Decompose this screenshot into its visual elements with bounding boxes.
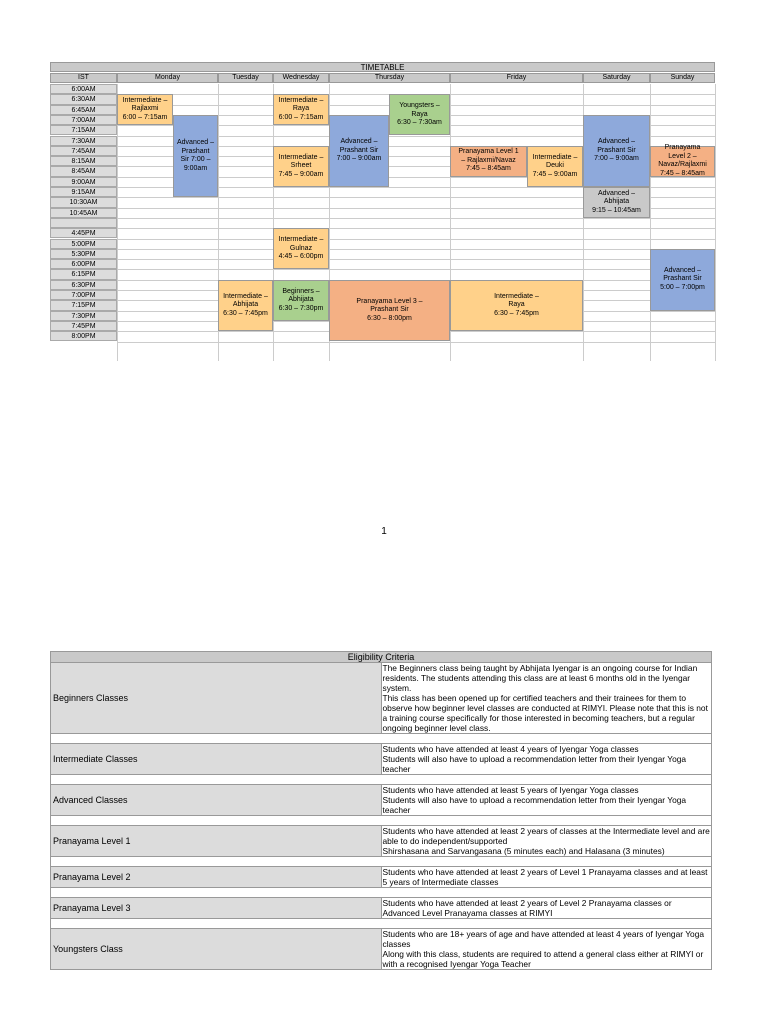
eligibility-text: Students who have attended at least 2 years of Level 1 Pranayama classes and at least 5 years of Intermediate classes xyxy=(381,867,712,888)
time-slot: 7:45PM xyxy=(50,321,117,331)
spacer-cell xyxy=(51,775,712,785)
spacer-cell xyxy=(51,734,712,744)
spacer-row xyxy=(51,919,712,929)
time-slot: 7:15AM xyxy=(50,125,117,135)
class-block-thursday: Pranayama Level 3 – Prashant Sir 6:30 – 8:00pm xyxy=(329,280,450,342)
timetable xyxy=(50,62,715,361)
spacer-row xyxy=(51,888,712,898)
class-block-monday: Advanced – Prashant Sir 7:00 – 9:00am xyxy=(173,115,218,197)
class-block-sunday: Advanced – Prashant Sir 5:00 – 7:00pm xyxy=(650,249,715,311)
page-number: 1 xyxy=(381,526,387,537)
eligibility-row xyxy=(51,826,712,857)
class-block-wednesday: Intermediate – Raya 6:00 – 7:15am xyxy=(273,94,329,125)
eligibility-row xyxy=(51,867,712,888)
time-slot: 8:15AM xyxy=(50,156,117,166)
class-block-saturday: Advanced – Abhijata 9:15 – 10:45am xyxy=(583,187,650,218)
eligibility-label: Advanced Classes xyxy=(51,785,382,816)
eligibility-label: Pranayama Level 2 xyxy=(51,867,382,888)
grid-line xyxy=(117,239,715,240)
time-slot xyxy=(50,218,117,228)
column-header-friday: Friday xyxy=(450,73,583,83)
spacer-row xyxy=(51,857,712,867)
class-block-monday: Intermediate – Rajlaxmi 6:00 – 7:15am xyxy=(117,94,173,125)
class-block-friday: Pranayama Level 1 – Rajlaxmi/Navaz 7:45 – 8:45am xyxy=(450,146,527,177)
grid-line xyxy=(117,269,715,270)
eligibility-label: Beginners Classes xyxy=(51,663,382,734)
spacer-row xyxy=(51,816,712,826)
eligibility-label: Pranayama Level 1 xyxy=(51,826,382,857)
eligibility-label: Youngsters Class xyxy=(51,929,382,970)
class-block-wednesday: Beginners – Abhijata 6:30 – 7:30pm xyxy=(273,280,329,321)
column-divider xyxy=(650,84,651,361)
class-block-sunday: Pranayama Level 2 – Navaz/Rajlaxmi 7:45 – 8:45am xyxy=(650,146,715,177)
eligibility-row xyxy=(51,785,712,816)
grid-line xyxy=(117,342,715,343)
grid-line xyxy=(117,249,715,250)
eligibility-text: Students who are 18+ years of age and have attended at least 4 years of Iyengar Yoga classes Along with this class, students are required to attend a general class either at RIMYI or with a recognised Iyengar Yoga Teacher xyxy=(381,929,712,970)
eligibility-row xyxy=(51,898,712,919)
time-slot: 7:00PM xyxy=(50,290,117,300)
time-slot: 4:45PM xyxy=(50,228,117,238)
column-header-ist: IST xyxy=(50,73,117,83)
class-block-saturday: Advanced – Prashant Sir 7:00 – 9:00am xyxy=(583,115,650,187)
eligibility-label: Intermediate Classes xyxy=(51,744,382,775)
class-block-thursday: Advanced – Prashant Sir 7:00 – 9:00am xyxy=(329,115,389,187)
eligibility-text: Students who have attended at least 5 years of Iyengar Yoga classes Students will also have to upload a recommendation letter from their Iyengar Yoga teacher xyxy=(381,785,712,816)
time-slot: 6:45AM xyxy=(50,105,117,115)
spacer-cell xyxy=(51,919,712,929)
eligibility-label: Pranayama Level 3 xyxy=(51,898,382,919)
spacer-row xyxy=(51,775,712,785)
class-block-wednesday: Intermediate – Gulnaz 4:45 – 6:00pm xyxy=(273,228,329,269)
time-slot: 6:00PM xyxy=(50,259,117,269)
grid-line xyxy=(117,218,715,219)
timetable-title: TIMETABLE xyxy=(50,62,715,72)
time-slot: 6:15PM xyxy=(50,269,117,279)
time-slot: 10:45AM xyxy=(50,208,117,218)
column-header-wednesday: Wednesday xyxy=(273,73,329,83)
column-header-tuesday: Tuesday xyxy=(218,73,273,83)
class-block-friday: Intermediate – Raya 6:30 – 7:45pm xyxy=(450,280,583,332)
class-block-wednesday: Intermediate – Srheet 7:45 – 9:00am xyxy=(273,146,329,187)
class-block-thursday: Youngsters – Raya 6:30 – 7:30am xyxy=(389,94,450,135)
eligibility-text: Students who have attended at least 2 years of classes at the Intermediate level and are able to do independent/supported Shirshasana and Sarvangasana (5 minutes each) and Halasana (3 minutes) xyxy=(382,826,710,856)
eligibility-text: The Beginners class being taught by Abhijata Iyengar is an ongoing course for Indian residents. The students attending this class are at least 6 months old in the Iyengar system. This class has been opened up for certified teachers and their trainees for them to observe how beginner level classes are conducted at RIMYI. Please note that this is not a training course specifically for those interested in becoming teachers, but a regular ongoing beginner level class. xyxy=(381,663,712,734)
grid-line xyxy=(117,259,715,260)
time-slot: 6:30PM xyxy=(50,280,117,290)
time-slot: 9:00AM xyxy=(50,177,117,187)
time-slot: 5:00PM xyxy=(50,239,117,249)
column-header-saturday: Saturday xyxy=(583,73,650,83)
time-slot: 7:15PM xyxy=(50,300,117,310)
time-slot: 8:00PM xyxy=(50,331,117,341)
column-header-thursday: Thursday xyxy=(329,73,450,83)
eligibility-text: Students who have attended at least 2 years of Level 2 Pranayama classes or Advanced Level Pranayama classes at RIMYI xyxy=(381,898,712,919)
grid-line xyxy=(117,228,715,229)
column-divider xyxy=(117,84,118,361)
time-slot: 7:00AM xyxy=(50,115,117,125)
eligibility-table xyxy=(50,651,712,970)
time-slot: 5:30PM xyxy=(50,249,117,259)
time-slot: 7:30PM xyxy=(50,311,117,321)
eligibility-title: Eligibility Criteria xyxy=(51,652,712,663)
class-block-friday: Intermediate – Deuki 7:45 – 9:00am xyxy=(527,146,583,187)
class-block-tuesday: Intermediate – Abhijata 6:30 – 7:45pm xyxy=(218,280,273,332)
eligibility-row xyxy=(51,929,712,970)
time-slot: 7:45AM xyxy=(50,146,117,156)
spacer-cell xyxy=(51,857,712,867)
spacer-cell xyxy=(51,888,712,898)
eligibility-row xyxy=(51,663,712,734)
eligibility-row xyxy=(51,744,712,775)
spacer-row xyxy=(51,734,712,744)
time-slot: 7:30AM xyxy=(50,136,117,146)
time-slot: 6:00AM xyxy=(50,84,117,94)
spacer-cell xyxy=(51,816,712,826)
column-divider xyxy=(715,84,716,361)
eligibility-text: Students who have attended at least 4 years of Iyengar Yoga classes Students will also have to upload a recommendation letter from their Iyengar Yoga teacher xyxy=(381,744,712,775)
time-slot: 8:45AM xyxy=(50,166,117,176)
time-slot: 9:15AM xyxy=(50,187,117,197)
column-header-monday: Monday xyxy=(117,73,218,83)
time-slot: 10:30AM xyxy=(50,197,117,207)
column-header-sunday: Sunday xyxy=(650,73,715,83)
time-slot: 6:30AM xyxy=(50,94,117,104)
eligibility-criteria xyxy=(50,651,712,970)
